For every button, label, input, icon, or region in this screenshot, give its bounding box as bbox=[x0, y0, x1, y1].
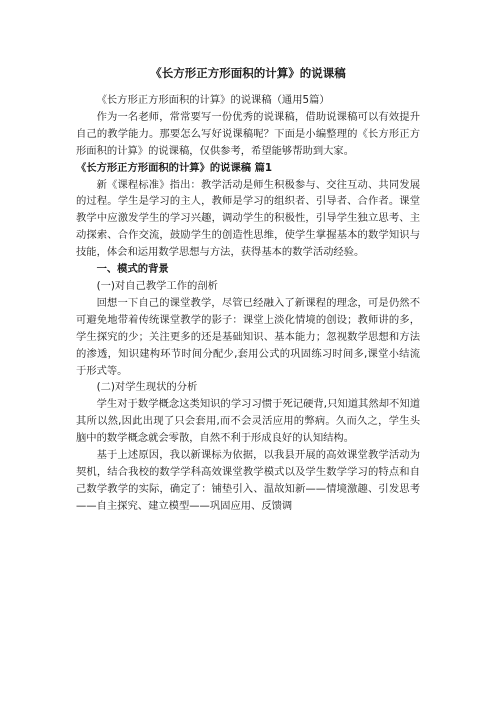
document-body bbox=[76, 92, 420, 515]
student-analysis-paragraph: 学生对于数学概念这类知识的学习习惯于死记硬背,只知道其然却不知道其所以然,因此出现了只会套用,而不会灵活应用的弊病。久而久之，学生头脑中的数学概念就会零散，自然不利于形成良好的认知结构。 bbox=[76, 398, 420, 445]
intro-paragraph: 作为一名老师，常常要写一份优秀的说课稿，借助说课稿可以有效提升自己的教学能力。那要怎么写好说课稿呢？下面是小编整理的《长方形正方形面积的计算》的说课稿，仅供参考，希望能够帮助到大家。 bbox=[76, 110, 420, 157]
basis-paragraph: 基于上述原因，我以新课标为依据，以我县开展的高效课堂教学活动为契机，结合我校的数学学科高效课堂教学模式以及学生数学学习的特点和自己数学教学的实际，确定了：铺垫引入、温故知新——情境激趣、引发思考——自主探究、建立模型——巩固应用、反馈调 bbox=[76, 449, 420, 512]
self-analysis-heading: (一)对自己教学工作的剖析 bbox=[96, 279, 218, 292]
document-subtitle: 《长方形正方形面积的计算》的说课稿（通用5篇） bbox=[96, 94, 330, 106]
section-heading: 《长方形正方形面积的计算》的说课稿 篇1 bbox=[76, 161, 273, 174]
self-analysis-paragraph: 回想一下自己的课堂教学，尽管已经融入了新课程的理念，可是仍然不可避免地带着传统课堂教学的影子：课堂上淡化情境的创设；教师讲的多，学生探究的少；关注更多的还是基础知识、基本能力；忽视数学思想和方法的渗透，知识建构环节时间分配少,套用公式的巩固练习时间多,课堂小结流于形式等。 bbox=[76, 296, 420, 377]
curriculum-standard-paragraph: 新《课程标准》指出：教学活动是师生积极参与、交往互动、共同发展的过程。学生是学习的主人，教师是学习的组织者、引导者、合作者。课堂教学中应激发学生的学习兴趣，调动学生的积极性，引导学生独立思考、主动探索、合作交流，鼓励学生的创造性思维，使学生掌握基本的数学知识与技能，体会和运用数学思想与方法，获得基本的数学活动经验。 bbox=[76, 178, 420, 259]
student-analysis-heading: (二)对学生现状的分析 bbox=[96, 381, 198, 394]
document-title: 《长方形正方形面积的计算》的说课稿 bbox=[150, 66, 346, 80]
background-heading: 一、模式的背景 bbox=[96, 263, 169, 276]
